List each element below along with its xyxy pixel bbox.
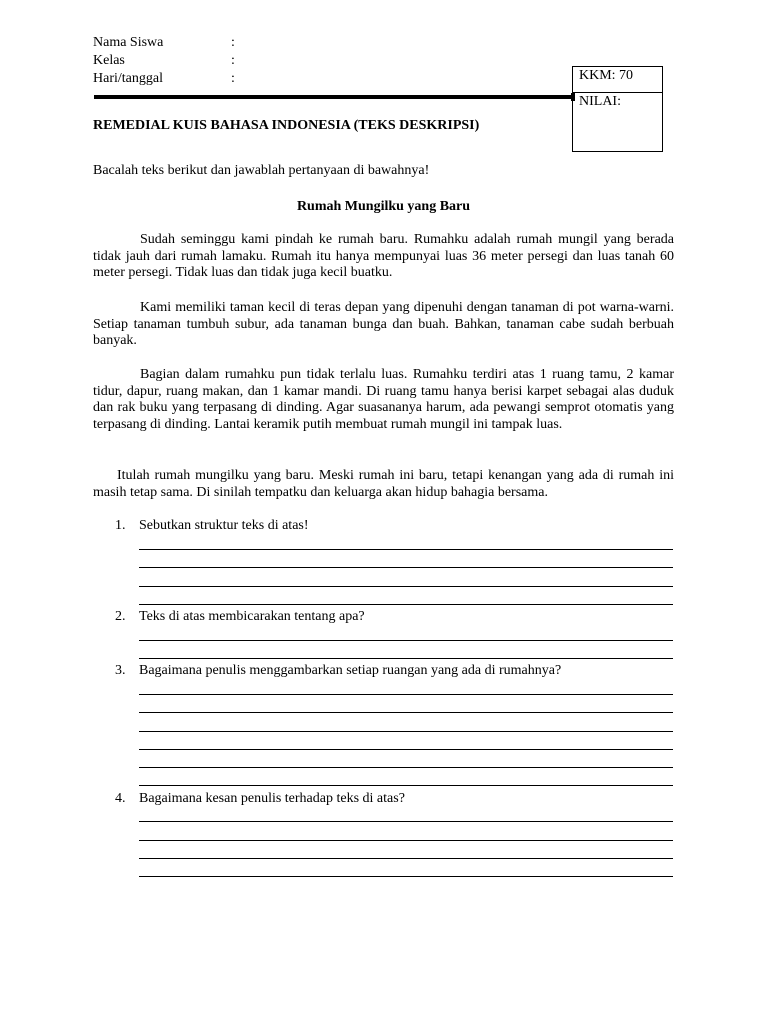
question-1 xyxy=(115,518,309,535)
document-title: REMEDIAL KUIS BAHASA INDONESIA (TEKS DESKRIPSI) xyxy=(93,118,480,133)
field-label: Nama Siswa xyxy=(93,35,164,50)
question-text: Bagaimana penulis menggambarkan setiap ruangan yang ada di rumahnya? xyxy=(139,663,562,678)
instruction-text: Bacalah teks berikut dan jawablah pertanyaan di bawahnya! xyxy=(93,163,430,178)
score-box-divider xyxy=(573,92,662,93)
question-2 xyxy=(115,609,365,626)
field-colon: : xyxy=(231,71,235,86)
answer-line[interactable] xyxy=(139,858,673,859)
question-3 xyxy=(115,663,561,680)
field-label: Hari/tanggal xyxy=(93,71,163,86)
paragraph-text: Bagian dalam rumahku pun tidak terlalu luas. Rumahku terdiri atas 1 ruang tamu, 2 kamar tidur, dapur, ruang makan, dan 1 kamar mandi. Di ruang tamu hanya berisi karpet sebagai alas duduk dan rak buku yang terpasang di dinding. Agar suasananya harum, ada pewangi semprot otomatis yang terpasang di dinding. Lantai keramik putih membuat rumah mungil ini tampak luas. xyxy=(93,367,674,432)
paragraph-text: Itulah rumah mungilku yang baru. Meski rumah ini baru, tetapi kenangan yang ada di rumah ini masih tetap sama. Di sinilah tempatku dan keluarga akan hidup bahagia bersama. xyxy=(93,468,674,500)
question-text: Sebutkan struktur teks di atas! xyxy=(139,518,309,533)
question-number: 4. xyxy=(115,791,126,806)
answer-line[interactable] xyxy=(139,604,673,605)
answer-line[interactable] xyxy=(139,658,673,659)
answer-line[interactable] xyxy=(139,749,673,750)
field-label: Kelas xyxy=(93,53,125,68)
question-number: 3. xyxy=(115,663,126,678)
header-divider xyxy=(94,95,575,99)
answer-line[interactable] xyxy=(139,767,673,768)
score-box xyxy=(572,66,663,152)
answer-line[interactable] xyxy=(139,567,673,568)
field-colon: : xyxy=(231,53,235,68)
answer-line[interactable] xyxy=(139,712,673,713)
answer-line[interactable] xyxy=(139,640,673,641)
paragraph-text: Kami memiliki taman kecil di teras depan yang dipenuhi dengan tanaman di pot warna-warni. Setiap tanaman tumbuh subur, ada tanaman bunga dan buah. Bahkan, tanaman cabe sudah berbuah banyak. xyxy=(93,300,674,348)
answer-line[interactable] xyxy=(139,549,673,550)
story-paragraph xyxy=(93,300,674,350)
nilai-label: NILAI: xyxy=(579,94,621,109)
paragraph-text: Sudah seminggu kami pindah ke rumah baru. Rumahku adalah rumah mungil yang berada tidak jauh dari rumah lamaku. Rumah itu hanya mempunyai luas 36 meter persegi dan luas tanah 60 meter persegi. Tidak luas dan tidak juga kecil buatku. xyxy=(93,232,674,280)
answer-line[interactable] xyxy=(139,821,673,822)
story-paragraph xyxy=(93,367,674,433)
question-number: 2. xyxy=(115,609,126,624)
answer-line[interactable] xyxy=(139,785,673,786)
answer-line[interactable] xyxy=(139,876,673,877)
field-colon: : xyxy=(231,35,235,50)
story-paragraph xyxy=(93,232,674,282)
question-text: Teks di atas membicarakan tentang apa? xyxy=(139,609,365,624)
answer-line[interactable] xyxy=(139,694,673,695)
header-divider-end xyxy=(571,93,575,101)
answer-line[interactable] xyxy=(139,840,673,841)
story-paragraph xyxy=(93,468,674,501)
kkm-label: KKM: 70 xyxy=(579,68,634,83)
answer-line[interactable] xyxy=(139,586,673,587)
question-number: 1. xyxy=(115,518,126,533)
story-title: Rumah Mungilku yang Baru xyxy=(296,199,471,214)
question-4 xyxy=(115,791,405,808)
answer-line[interactable] xyxy=(139,731,673,732)
question-text: Bagaimana kesan penulis terhadap teks di atas? xyxy=(139,791,405,806)
